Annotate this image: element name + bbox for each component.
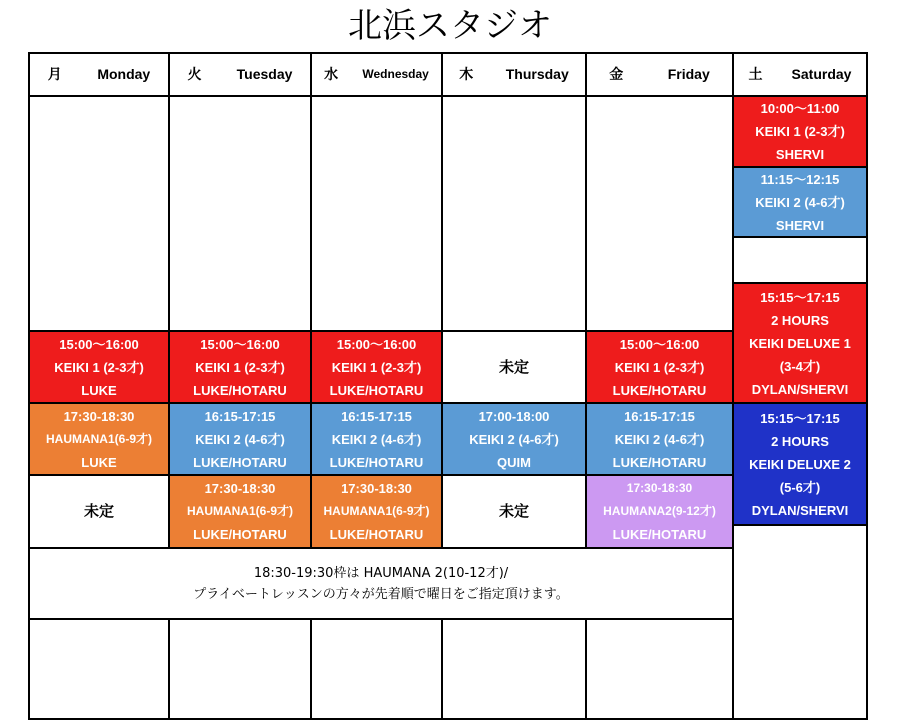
class-name: KEIKI 2 (4-6才) xyxy=(195,431,285,447)
class-teacher: LUKE/HOTARU xyxy=(329,454,424,470)
class-name: KEIKI 1 (2-3才) xyxy=(195,359,285,375)
class-slot-tue-keiki1 xyxy=(168,330,312,404)
class-slot-fri-keiki1 xyxy=(585,330,734,404)
class-slot-sat-keiki-deluxe2 xyxy=(732,402,868,526)
class-duration: 2 HOURS xyxy=(771,433,829,449)
class-teacher: LUKE/HOTARU xyxy=(193,382,287,398)
empty-slot xyxy=(28,618,170,720)
class-name: HAUMANA1(6-9才) xyxy=(45,431,152,446)
class-slot-thu-undecided xyxy=(441,474,587,549)
class-teacher: LUKE/HOTARU xyxy=(193,454,287,470)
class-teacher: LUKE xyxy=(81,382,117,398)
class-teacher: QUIM xyxy=(497,454,531,470)
day-header-jp: 金 xyxy=(609,66,624,82)
day-header-jp: 月 xyxy=(47,66,62,82)
empty-slot xyxy=(310,95,443,332)
class-teacher: SHERVI xyxy=(775,217,825,233)
note-line-2: プライベートレッスンの方々が先着順で曜日をご指定頂けます。 xyxy=(193,586,569,602)
class-slot-fri-keiki2 xyxy=(585,402,734,476)
class-teacher: LUKE/HOTARU xyxy=(612,382,707,398)
class-slot-thu-undecided xyxy=(441,330,587,404)
class-teacher: LUKE/HOTARU xyxy=(193,527,287,542)
class-time: 15:00～16:00 xyxy=(59,336,139,352)
day-header-en: Saturday xyxy=(791,66,852,82)
class-teacher: LUKE/HOTARU xyxy=(612,454,707,470)
empty-slot xyxy=(585,618,734,720)
page-title: 北浜スタジオ xyxy=(348,6,552,46)
class-time: 15:00～16:00 xyxy=(200,336,280,352)
class-name: KEIKI 2 (4-6才) xyxy=(614,431,705,447)
class-name: KEIKI 2 (4-6才) xyxy=(755,194,845,210)
class-slot-sat-keiki-deluxe1 xyxy=(732,282,868,404)
class-name: HAUMANA2(9-12才) xyxy=(603,504,716,518)
day-header-en: Monday xyxy=(97,66,151,82)
class-name: KEIKI 1 (2-3才) xyxy=(54,359,144,375)
schedule-note xyxy=(28,547,734,620)
class-age: (5-6才) xyxy=(779,479,821,495)
day-header-en: Friday xyxy=(667,66,710,82)
class-name: KEIKI 1 (2-3才) xyxy=(755,124,845,139)
class-teacher: LUKE/HOTARU xyxy=(329,527,424,542)
class-slot-fri-haumana2 xyxy=(585,474,734,549)
class-slot-wed-haumana1 xyxy=(310,474,443,549)
day-header-en: Tuesday xyxy=(236,66,293,82)
undecided-label: 未定 xyxy=(498,503,529,520)
class-time: 17:30-18:30 xyxy=(204,481,276,496)
empty-slot xyxy=(168,618,312,720)
class-name: KEIKI DELUXE 2 xyxy=(749,456,851,472)
class-time: 15:00～16:00 xyxy=(619,336,700,352)
undecided-label: 未定 xyxy=(498,358,529,376)
day-header-jp: 木 xyxy=(459,66,474,82)
day-header-jp: 水 xyxy=(324,66,339,82)
class-slot-wed-keiki2 xyxy=(310,402,443,476)
empty-slot xyxy=(732,524,868,720)
empty-slot xyxy=(168,95,312,332)
class-time: 15:00～16:00 xyxy=(336,336,417,352)
class-slot-tue-keiki2 xyxy=(168,402,312,476)
class-slot-tue-haumana1 xyxy=(168,474,312,549)
class-slot-mon-keiki1 xyxy=(28,330,170,404)
class-teacher: DYLAN/SHERVI xyxy=(751,381,849,397)
day-header-tuesday xyxy=(168,52,312,97)
class-duration: 2 HOURS xyxy=(771,312,829,328)
class-time: 15:15～17:15 xyxy=(760,289,840,305)
class-time: 11:15～12:15 xyxy=(760,171,840,187)
class-name: KEIKI 2 (4-6才) xyxy=(469,431,559,447)
day-header-thursday xyxy=(441,52,587,97)
class-slot-wed-keiki1 xyxy=(310,330,443,404)
class-name: KEIKI 2 (4-6才) xyxy=(331,431,422,447)
day-header-saturday xyxy=(732,52,868,97)
day-header-monday xyxy=(28,52,170,97)
class-time: 17:30-18:30 xyxy=(626,481,693,495)
class-teacher: LUKE/HOTARU xyxy=(612,527,707,542)
class-age: (3-4才) xyxy=(779,358,821,374)
class-name: HAUMANA1(6-9才) xyxy=(186,504,293,518)
class-name: KEIKI 1 (2-3才) xyxy=(614,359,705,375)
class-slot-thu-keiki2 xyxy=(441,402,587,476)
class-time: 17:00-18:00 xyxy=(478,408,550,424)
class-slot-sat-keiki1 xyxy=(732,95,868,168)
class-time: 17:30-18:30 xyxy=(341,481,412,496)
day-header-wednesday xyxy=(310,52,443,97)
day-header-jp: 土 xyxy=(748,66,763,82)
class-name: KEIKI 1 (2-3才) xyxy=(331,359,422,375)
empty-slot xyxy=(28,95,170,332)
class-name: HAUMANA1(6-9才) xyxy=(323,504,430,518)
empty-slot xyxy=(585,95,734,332)
day-header-friday xyxy=(585,52,734,97)
class-teacher: LUKE/HOTARU xyxy=(329,382,424,398)
class-teacher: LUKE xyxy=(81,454,117,470)
empty-slot xyxy=(732,236,868,284)
class-slot-sat-keiki2 xyxy=(732,166,868,238)
class-time: 17:30-18:30 xyxy=(63,408,135,424)
class-name: KEIKI DELUXE 1 xyxy=(749,335,851,351)
class-teacher: DYLAN/SHERVI xyxy=(751,502,849,518)
class-time: 10:00～11:00 xyxy=(760,101,840,116)
class-time: 15:15～17:15 xyxy=(760,410,840,426)
note-line-1: 18:30-19:30枠は HAUMANA 2(10-12才)/ xyxy=(253,565,509,581)
class-time: 16:15-17:15 xyxy=(624,408,695,424)
class-teacher: SHERVI xyxy=(775,147,825,162)
empty-slot xyxy=(441,618,587,720)
empty-slot xyxy=(441,95,587,332)
class-slot-mon-undecided xyxy=(28,474,170,549)
day-header-en: Thursday xyxy=(505,66,569,82)
undecided-label: 未定 xyxy=(83,503,114,520)
empty-slot xyxy=(310,618,443,720)
class-time: 16:15-17:15 xyxy=(204,408,276,424)
day-header-en: Wednesday xyxy=(362,67,429,81)
day-header-jp: 火 xyxy=(187,66,202,82)
class-time: 16:15-17:15 xyxy=(341,408,412,424)
class-slot-mon-haumana1 xyxy=(28,402,170,476)
